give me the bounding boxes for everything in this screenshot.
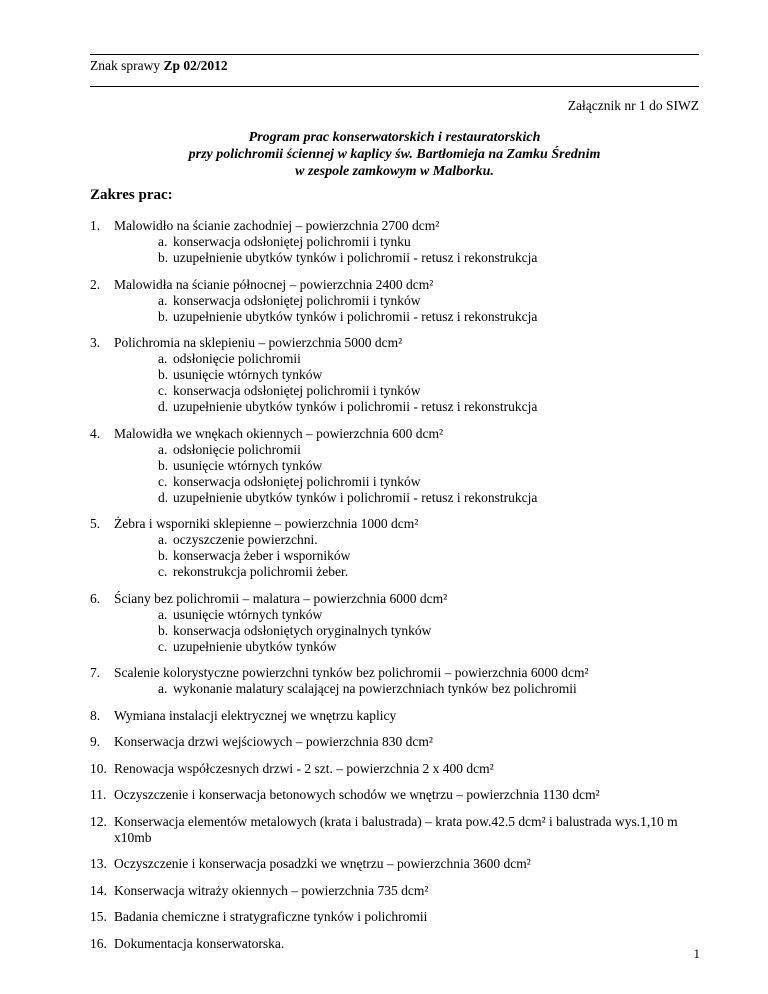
- work-subitem-letter: a.: [158, 532, 168, 547]
- work-item-text: Malowidła na ścianie północnej – powierzchnia 2400 dcm²: [114, 276, 434, 292]
- page-number: 1: [693, 946, 700, 961]
- work-subitem-letter: b.: [158, 622, 169, 638]
- work-item-text: Oczyszczenie i konserwacja betonowych schodów we wnętrzu – powierzchnia 1130 dcm²: [114, 787, 600, 802]
- work-subitem: [90, 250, 699, 266]
- work-subitem: [90, 532, 699, 548]
- work-item-text: Żebra i wsporniki sklepienne – powierzchnia 1000 dcm²: [114, 516, 419, 531]
- work-subitem-letter: c.: [158, 638, 168, 654]
- work-item: [90, 734, 699, 750]
- work-item-number: 10.: [90, 760, 107, 776]
- work-item: [90, 883, 699, 899]
- work-subitem: [90, 367, 699, 383]
- work-subitem: [90, 623, 699, 639]
- work-subitem-letter: c.: [158, 473, 168, 489]
- work-subitem-letter: a.: [158, 292, 168, 308]
- work-item: [90, 426, 699, 506]
- work-subitem: [90, 607, 699, 623]
- work-subitem: [90, 399, 699, 415]
- work-item-text: Renowacja współczesnych drzwi - 2 szt. – powierzchnia 2 x 400 dcm²: [114, 760, 494, 776]
- work-subitem-text: odsłonięcie polichromii: [173, 441, 301, 457]
- case-label: Znak sprawy: [90, 58, 161, 73]
- work-subitem-letter: a.: [158, 351, 168, 366]
- work-item: [90, 814, 699, 846]
- scope-heading: Zakres prac:: [90, 187, 173, 203]
- work-subitem-text: konserwacja odsłoniętej polichromii i tynku: [173, 234, 411, 249]
- work-subitem: [90, 293, 699, 309]
- work-subitem-letter: b.: [158, 457, 169, 473]
- work-item-number: 12.: [90, 813, 107, 829]
- work-item-text: Badania chemiczne i stratygraficzne tynków i polichromii: [114, 909, 428, 924]
- work-subitem-text: uzupełnienie ubytków tynków: [173, 638, 337, 654]
- work-subitem-text: uzupełnienie ubytków tynków i polichromii - retusz i rekonstrukcja: [173, 250, 538, 265]
- work-subitem-letter: b.: [158, 367, 169, 382]
- work-item-number: 1.: [90, 218, 101, 233]
- work-item: [90, 218, 699, 266]
- work-item: [90, 516, 699, 580]
- work-item-text: Konserwacja elementów metalowych (krata i balustrada) – krata pow.42.5 dcm² i balustrada wys.1,10 m x10mb: [114, 813, 678, 845]
- work-subitem: [90, 309, 699, 325]
- annex-label: Załącznik nr 1 do SIWZ: [567, 98, 699, 113]
- work-item-number: 14.: [90, 882, 107, 898]
- work-subitem-text: uzupełnienie ubytków tynków i polichromii - retusz i rekonstrukcja: [173, 399, 538, 414]
- work-item-text: Malowidła we wnękach okiennych – powierzchnia 600 dcm²: [114, 425, 444, 441]
- work-item-text: Konserwacja drzwi wejściowych – powierzchnia 830 dcm²: [114, 734, 433, 749]
- work-subitem: [90, 564, 699, 580]
- work-subitem: [90, 458, 699, 474]
- work-item-text: Polichromia na sklepieniu – powierzchnia 5000 dcm²: [114, 335, 403, 350]
- work-subitem-letter: c.: [158, 564, 168, 579]
- work-item-number: 4.: [90, 425, 101, 441]
- work-item: [90, 856, 699, 872]
- work-subitem: [90, 639, 699, 655]
- work-item-text: Scalenie kolorystyczne powierzchni tynków bez polichromii – powierzchnia 6000 dcm²: [114, 665, 589, 680]
- work-subitem: [90, 351, 699, 367]
- work-subitem-text: odsłonięcie polichromii: [173, 351, 301, 366]
- work-subitem-text: uzupełnienie ubytków tynków i polichromii - retusz i rekonstrukcja: [173, 308, 538, 324]
- work-subitem-text: konserwacja odsłoniętej polichromii i tynków: [173, 292, 421, 308]
- header-rule: [90, 86, 699, 87]
- work-subitem-text: rekonstrukcja polichromii żeber.: [173, 564, 349, 579]
- work-item-number: 2.: [90, 276, 101, 292]
- work-item-text: Konserwacja witraży okiennych – powierzchnia 735 dcm²: [114, 882, 429, 898]
- work-item-number: 5.: [90, 516, 101, 531]
- work-subitem: [90, 442, 699, 458]
- case-reference: [90, 58, 228, 74]
- work-subitem-letter: b.: [158, 548, 169, 563]
- work-item-text: Oczyszczenie i konserwacja posadzki we wnętrzu – powierzchnia 3600 dcm²: [114, 856, 531, 871]
- work-subitem: [90, 383, 699, 399]
- work-subitem-text: usunięcie wtórnych tynków: [173, 606, 323, 622]
- work-item-text: Ściany bez polichromii – malatura – powierzchnia 6000 dcm²: [114, 590, 448, 606]
- work-subitem-text: uzupełnienie ubytków tynków i polichromii - retusz i rekonstrukcja: [173, 489, 538, 505]
- work-items-list: [90, 218, 699, 962]
- case-number: Zp 02/2012: [163, 58, 228, 73]
- title-line-2: przy polichromii ściennej w kaplicy św. Bartłomieja na Zamku Średnim: [188, 147, 601, 162]
- title-line-3: w zespole zamkowym w Malborku.: [295, 164, 494, 179]
- work-item: [90, 591, 699, 655]
- work-subitem-text: konserwacja odsłoniętej polichromii i tynków: [173, 383, 421, 398]
- work-subitem-letter: a.: [158, 441, 168, 457]
- work-subitem-text: oczyszczenie powierzchni.: [173, 532, 318, 547]
- work-subitem-text: konserwacja żeber i wsporników: [173, 548, 351, 563]
- work-item: [90, 761, 699, 777]
- work-item: [90, 277, 699, 325]
- work-item-number: 9.: [90, 734, 101, 749]
- work-subitem-letter: c.: [158, 383, 168, 398]
- work-item-text: Dokumentacja konserwatorska.: [114, 935, 285, 951]
- work-subitem-letter: b.: [158, 250, 169, 265]
- work-item: [90, 335, 699, 415]
- work-item-number: 3.: [90, 335, 101, 350]
- work-item-number: 16.: [90, 935, 107, 951]
- work-subitem: [90, 234, 699, 250]
- work-subitem-letter: b.: [158, 308, 169, 324]
- document-title: [90, 129, 699, 180]
- work-subitem-text: wykonanie malatury scalającej na powierzchniach tynków bez polichromii: [173, 681, 577, 696]
- work-subitem: [90, 681, 699, 697]
- work-item: [90, 936, 699, 952]
- top-rule: [90, 54, 699, 55]
- work-item-number: 6.: [90, 590, 101, 606]
- work-subitem-letter: a.: [158, 234, 168, 249]
- work-item: [90, 787, 699, 803]
- work-item: [90, 909, 699, 925]
- work-item: [90, 708, 699, 724]
- work-item-number: 11.: [90, 787, 107, 802]
- work-subitem: [90, 474, 699, 490]
- work-subitem: [90, 490, 699, 506]
- work-item: [90, 665, 699, 697]
- work-subitem-letter: a.: [158, 606, 168, 622]
- work-subitem-letter: d.: [158, 489, 169, 505]
- work-item-text: Malowidło na ścianie zachodniej – powierzchnia 2700 dcm²: [114, 218, 440, 233]
- title-line-1: Program prac konserwatorskich i restauratorskich: [248, 130, 541, 145]
- work-subitem-letter: a.: [158, 681, 168, 696]
- work-item-text: Wymiana instalacji elektrycznej we wnętrzu kaplicy: [114, 707, 397, 723]
- work-subitem-text: konserwacja odsłoniętej polichromii i tynków: [173, 473, 421, 489]
- work-item-number: 8.: [90, 707, 101, 723]
- work-item-number: 15.: [90, 909, 107, 924]
- work-subitem-text: usunięcie wtórnych tynków: [173, 367, 323, 382]
- work-subitem-text: konserwacja odsłoniętych oryginalnych tynków: [173, 622, 432, 638]
- work-subitem-text: usunięcie wtórnych tynków: [173, 457, 323, 473]
- work-subitem: [90, 548, 699, 564]
- work-item-number: 7.: [90, 665, 101, 680]
- work-item-number: 13.: [90, 856, 107, 871]
- work-subitem-letter: d.: [158, 399, 169, 414]
